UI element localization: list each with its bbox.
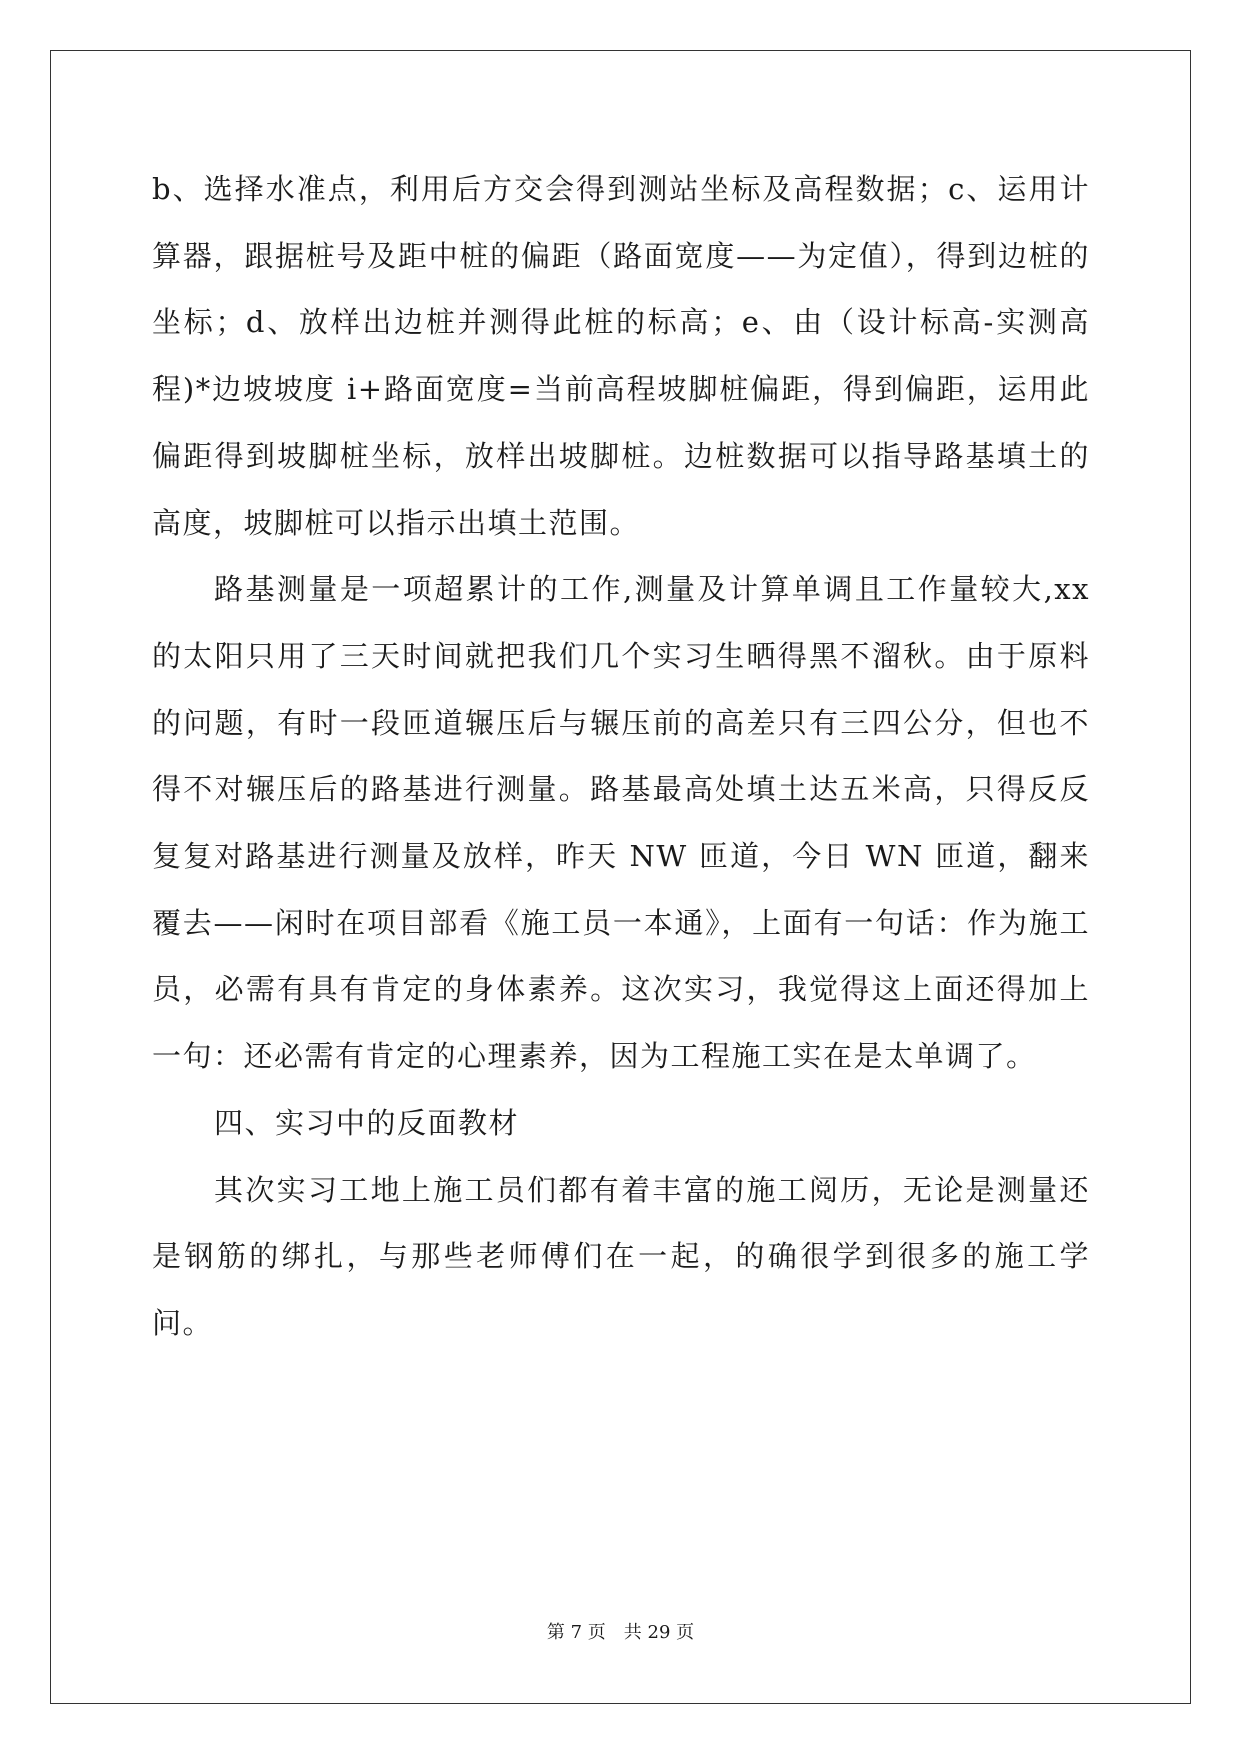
document-body xyxy=(152,156,1090,1357)
section-heading: 四、实习中的反面教材 xyxy=(214,1105,520,1140)
paragraph-measurement-steps: b、选择水准点，利用后方交会得到测站坐标及高程数据；c、运用计算器，跟据桩号及距中桩的偏距（路面宽度——为定值），得到边桩的坐标；d、放样出边桩并测得此桩的标高；e、由（设计标高-实测高程)*边坡坡度 i+路面宽度=当前高程坡脚桩偏距，得到偏距，运用此偏距得到坡脚桩坐标，放样出坡脚桩。边桩数据可以指导路基填土的高度，坡脚桩可以指示出填土范围。 xyxy=(152,172,1090,540)
page-number-footer: 第 7 页 共 29 页 xyxy=(546,1622,695,1643)
paragraph-survey-work: 路基测量是一项超累计的工作,测量及计算单调且工作量较大,xx的太阳只用了三天时间就把我们几个实习生晒得黑不溜秋。由于原料的问题，有时一段匝道辗压后与辗压前的高差只有三四公分，但也不得不对辗压后的路基进行测量。路基最高处填土达五米高，只得反反复复对路基进行测量及放样，昨天 NW 匝道，今日 WN 匝道，翻来覆去——闲时在项目部看《施工员一本通》，上面有一句话：作为施工员，必需有具有肯定的身体素养。这次实习，我觉得这上面还得加上一句：还必需有肯定的心理素养，因为工程施工实在是太单调了。 xyxy=(152,572,1090,1074)
paragraph-site-learning: 其次实习工地上施工员们都有着丰富的施工阅历，无论是测量还是钢筋的绑扎，与那些老师傅们在一起，的确很学到很多的施工学问。 xyxy=(152,1172,1090,1340)
